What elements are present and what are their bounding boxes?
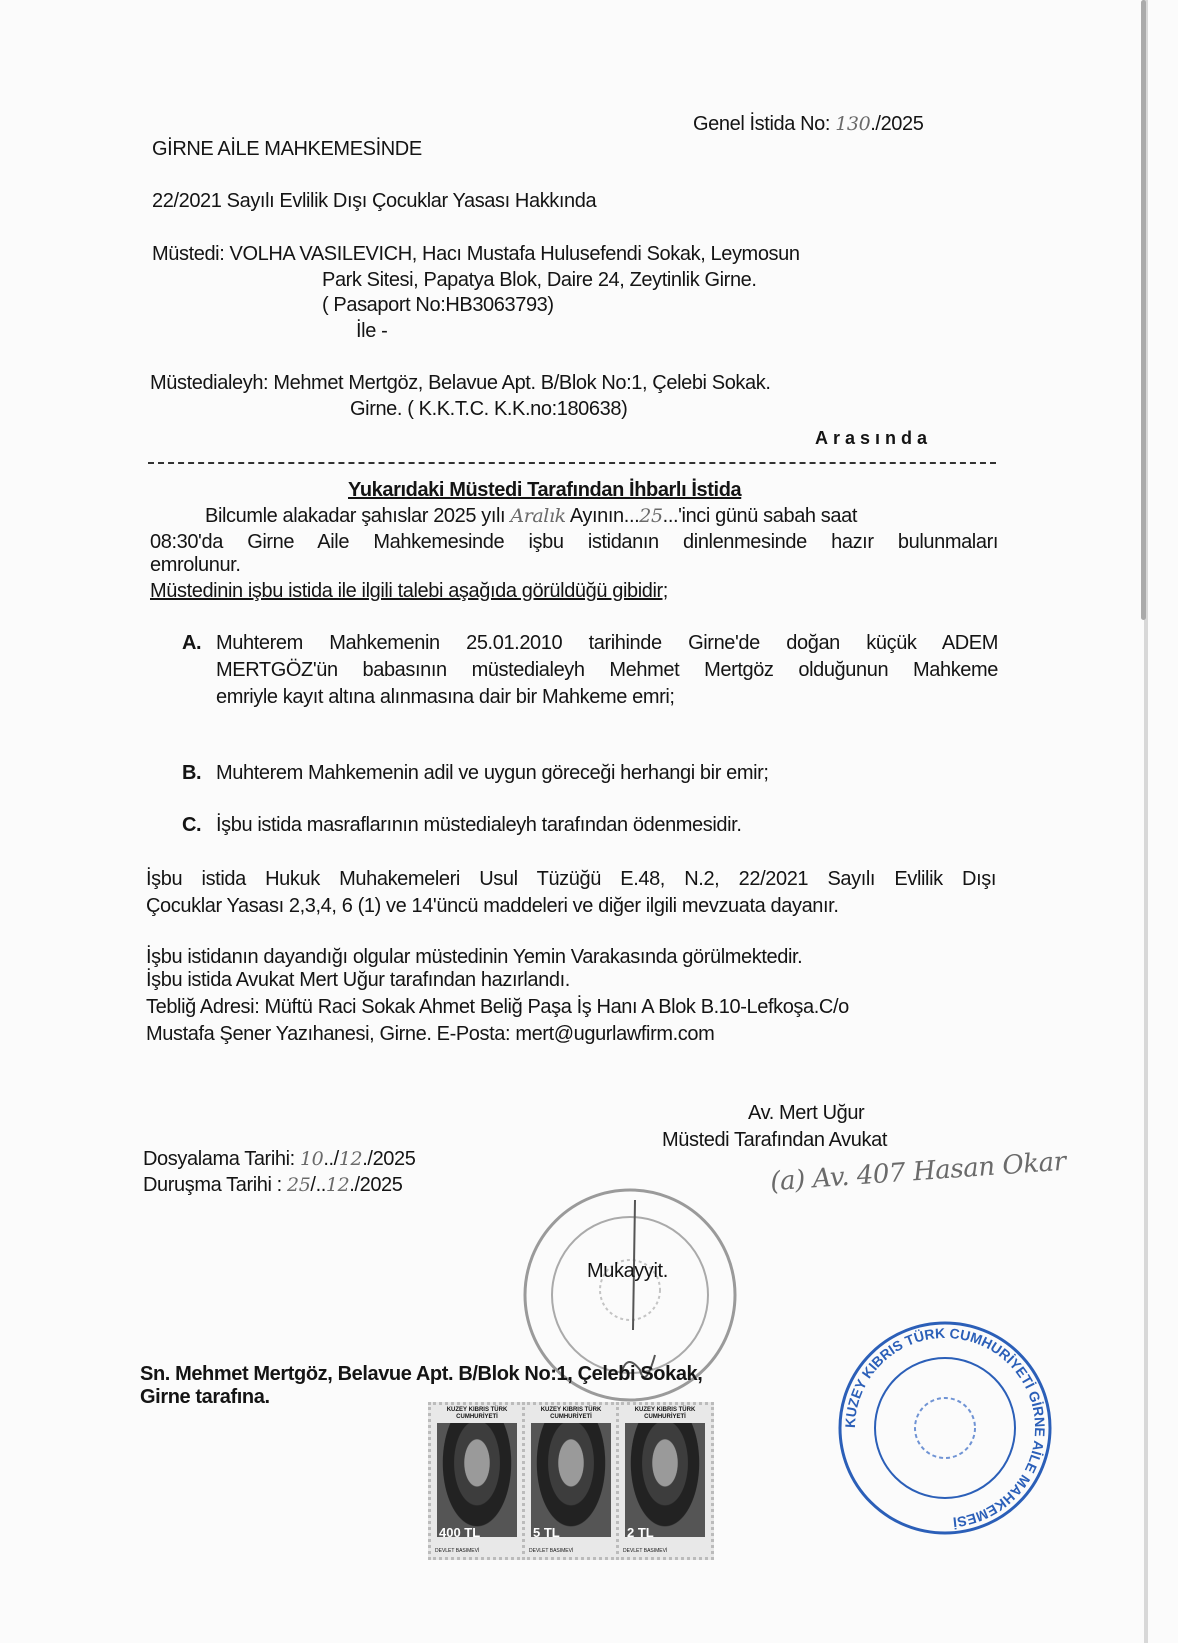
request-line: MERTGÖZ'ün babasının müstedialeyh Mehmet Mertgöz olduğunun Mahkeme: [216, 659, 998, 681]
legal-basis-line: Çocuklar Yasası 2,3,4, 6 (1) ve 14'üncü maddeleri ve diğer ilgili mevzuata dayanır.: [146, 895, 839, 917]
applicant-line: ( Pasaport No:HB3063793): [322, 294, 554, 316]
stamp-value: 400 TL: [439, 1525, 481, 1540]
request-line: Muhterem Mahkemenin adil ve uygun göreceği herhangi bir emir;: [216, 762, 769, 784]
court-seal-blue: [825, 1318, 1065, 1538]
notice-paragraph-line: 08:30'da Girne Aile Mahkemesinde işbu istidanın dinlenmesinde hazır bulunmaları: [150, 531, 998, 553]
revenue-stamp: [616, 1402, 714, 1560]
hearing-day: 25: [287, 1174, 311, 1196]
stamp-footer: DEVLET BASIMEVİ: [435, 1548, 480, 1554]
legal-basis-line: İşbu istida Hukuk Muhakemeleri Usul Tüzüğü E.48, N.2, 22/2021 Sayılı Evlilik Dışı: [146, 868, 996, 890]
stamp-footer: DEVLET BASIMEVİ: [529, 1548, 574, 1554]
portrait-image: [531, 1423, 611, 1540]
case-no-year: ./2025: [870, 113, 924, 135]
day-handwritten: 25: [639, 505, 663, 527]
request-letter: B.: [182, 762, 202, 784]
filing-date: Dosyalama Tarihi: 10../12./2025: [143, 1148, 416, 1170]
svg-text:KUZEY KIBRIS TÜRK CUMHURİYETİ: [842, 1325, 1048, 1531]
text: Ayının...: [569, 505, 640, 527]
stamp-footer: DEVLET BASIMEVİ: [623, 1548, 668, 1554]
scrollbar[interactable]: [1141, 0, 1146, 620]
stamp-value: 5 TL: [533, 1525, 560, 1540]
divider: [148, 462, 996, 464]
filing-day: 10: [299, 1148, 324, 1170]
notice-paragraph-line: [205, 504, 857, 528]
hearing-year: /2025: [354, 1174, 403, 1196]
portrait-image: [437, 1423, 517, 1540]
recipient-line: Sn. Mehmet Mertgöz, Belavue Apt. B/Blok No:1, Çelebi Sokak,: [140, 1363, 703, 1385]
revenue-stamp: [522, 1402, 620, 1560]
recipient-line: Girne tarafına.: [140, 1386, 270, 1408]
respondent-line: Girne. ( K.K.T.C. K.K.no:180638): [350, 398, 628, 420]
case-number: [693, 112, 923, 136]
registrar-label: Mukayyit.: [587, 1260, 668, 1282]
law-reference: 22/2021 Sayılı Evlilik Dışı Çocuklar Yasası Hakkında: [152, 190, 597, 212]
stamp-value: 2 TL: [627, 1525, 654, 1540]
request-line: İşbu istida masraflarının müstedialeyh tarafından ödenmesidir.: [216, 814, 742, 836]
request-line: emriyle kayıt altına alınmasına dair bir Mahkeme emri;: [216, 686, 675, 708]
hearing-date: Duruşma Tarihi : 25/..12./2025: [143, 1174, 403, 1196]
case-no-label: Genel İstida No:: [693, 113, 831, 135]
text: ...'inci günü sabah saat: [662, 505, 858, 527]
applicant-line: Müstedi: VOLHA VASILEVICH, Hacı Mustafa Hulusefendi Sokak, Leymosun: [152, 243, 800, 265]
signature-scribble: [620, 1200, 655, 1380]
case-no-handwritten: 130: [835, 113, 871, 135]
text: Bilcumle alakadar şahıslar 2025 yılı: [205, 505, 506, 527]
address-line: Tebliğ Adresi: Müftü Raci Sokak Ahmet Beliğ Paşa İş Hanı A Blok B.10-Lefkoşa.C/o: [146, 996, 849, 1018]
respondent-line: Müstedialeyh: Mehmet Mertgöz, Belavue Apt. B/Blok No:1, Çelebi Sokak.: [150, 372, 771, 394]
stamp-header: KUZEY KIBRIS TÜRK CUMHURİYETİ: [540, 1407, 602, 1420]
month-handwritten: Aralık: [510, 505, 566, 527]
portrait-image: [625, 1423, 705, 1540]
notice-title: Yukarıdaki Müstedi Tarafından İhbarlı İstida: [348, 479, 742, 501]
request-letter: C.: [182, 814, 202, 836]
stamp-header: KUZEY KIBRIS TÜRK CUMHURİYETİ: [446, 1407, 508, 1420]
request-line: Muhterem Mahkemenin 25.01.2010 tarihinde Girne'de doğan küçük ADEM: [216, 632, 998, 654]
lawyer-role: Müstedi Tarafından Avukat: [662, 1129, 887, 1151]
address-line: Mustafa Şener Yazıhanesi, Girne. E-Posta: mert@ugurlawfirm.com: [146, 1023, 715, 1045]
conjunction: İle -: [356, 320, 388, 342]
lawyer-name: Av. Mert Uğur: [748, 1102, 865, 1124]
revenue-stamp: [428, 1402, 526, 1560]
filing-year: /2025: [367, 1148, 416, 1170]
notice-paragraph-line: emrolunur.: [150, 554, 241, 576]
stamp-header: KUZEY KIBRIS TÜRK CUMHURİYETİ: [634, 1407, 696, 1420]
request-intro: Müstedinin işbu istida ile ilgili talebi aşağıda görüldüğü gibidir;: [150, 580, 668, 602]
hearing-month: 12: [325, 1174, 350, 1196]
request-letter: A.: [182, 632, 202, 654]
facts-line: İşbu istidanın dayandığı olgular müstedinin Yemin Varakasında görülmektedir.: [146, 946, 803, 968]
blue-seal-text: KUZEY KIBRIS TÜRK CUMHURİYETİ GİRNE AİLE MAHKEMESİ: [841, 1324, 1049, 1531]
court-name: GİRNE AİLE MAHKEMESİNDE: [152, 138, 422, 160]
filing-month: 12: [338, 1148, 363, 1170]
handwritten-note: (a) Av. 407 Hasan Okar: [769, 1146, 1067, 1198]
hearing-date-label: Duruşma Tarihi :: [143, 1174, 282, 1196]
applicant-line: Park Sitesi, Papatya Blok, Daire 24, Zeytinlik Girne.: [322, 269, 757, 291]
filing-date-label: Dosyalama Tarihi:: [143, 1148, 295, 1170]
between-label: Arasında: [815, 428, 933, 448]
prepared-line: İşbu istida Avukat Mert Uğur tarafından hazırlandı.: [146, 969, 570, 991]
